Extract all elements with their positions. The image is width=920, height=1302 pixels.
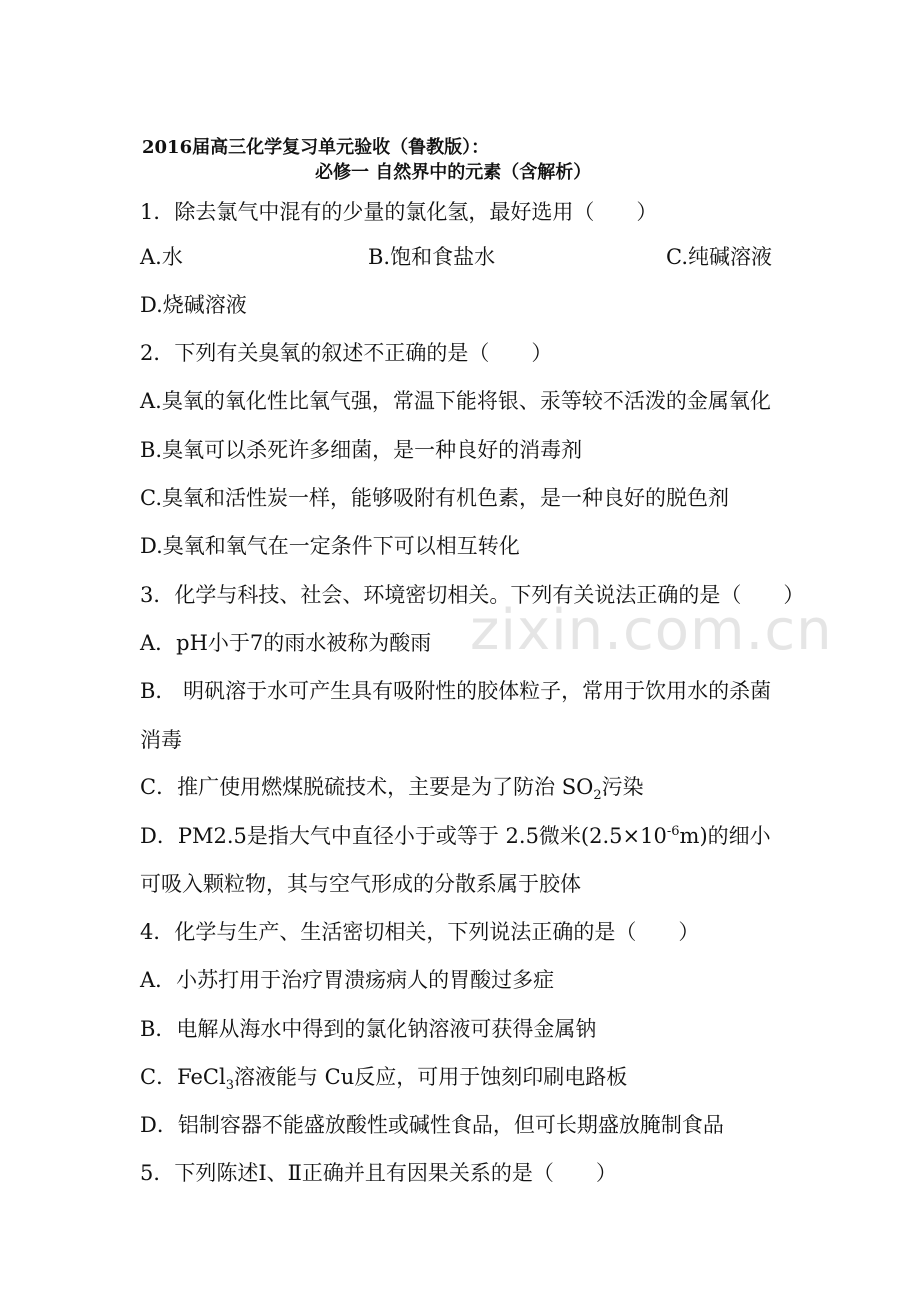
question-1-option-b: B.饱和食盐水	[368, 245, 496, 269]
question-1-stem: 1．除去氯气中混有的少量的氯化氢，最好选用（ ）	[140, 200, 658, 224]
question-4-option-d: D．铝制容器不能盛放酸性或碱性食品，但可长期盛放腌制食品	[140, 1113, 724, 1137]
question-2-option-c: C.臭氧和活性炭一样，能够吸附有机色素，是一种良好的脱色剂	[140, 486, 729, 510]
document-subtitle: 必修一 自然界中的元素（含解析）	[315, 162, 592, 183]
question-3-stem: 3．化学与科技、社会、环境密切相关。下列有关说法正确的是（ ）	[140, 583, 805, 607]
subscript: 2	[593, 788, 602, 804]
question-3-option-c	[140, 775, 644, 804]
subscript: 3	[225, 1078, 234, 1094]
question-3-option-a: A．pH小于7的雨水被称为酸雨	[140, 631, 432, 655]
question-5-stem: 5．下列陈述Ⅰ、Ⅱ正确并且有因果关系的是（ ）	[140, 1161, 617, 1185]
question-1-option-c: C.纯碱溶液	[666, 245, 772, 269]
question-2-option-d: D.臭氧和氧气在一定条件下可以相互转化	[140, 534, 520, 558]
question-2-option-a: A.臭氧的氧化性比氧气强，常温下能将银、汞等较不活泼的金属氧化	[140, 389, 771, 413]
question-1-option-a: A.水	[140, 245, 183, 269]
question-4-option-a: A．小苏打用于治疗胃溃疡病人的胃酸过多症	[140, 968, 555, 992]
question-2-option-b: B.臭氧可以杀死许多细菌，是一种良好的消毒剂	[140, 438, 583, 462]
question-3-option-c-text-end: 污染	[601, 775, 644, 799]
question-4-stem: 4．化学与生产、生活密切相关，下列说法正确的是（ ）	[140, 920, 700, 944]
question-3-option-d-line1	[140, 826, 771, 847]
question-1-option-d: D.烧碱溶液	[140, 293, 247, 317]
superscript: -6	[666, 824, 680, 839]
question-3-option-d-line2: 可吸入颗粒物，其与空气形成的分散系属于胶体	[140, 872, 581, 896]
question-4-option-c-text: C．FeCl	[140, 1065, 226, 1089]
document-title: 2016届高三化学复习单元验收（鲁教版）：	[142, 137, 490, 158]
question-3-option-c-text: C．推广使用燃煤脱硫技术，主要是为了防治 SO	[140, 775, 594, 799]
question-4-option-c	[140, 1065, 628, 1094]
question-3-option-d-text-end: m)的细小	[679, 824, 771, 848]
question-2-stem: 2．下列有关臭氧的叙述不正确的是（ ）	[140, 341, 553, 365]
question-3-option-d-text: D．PM2.5是指大气中直径小于或等于 2.5微米(2.5×10	[140, 824, 667, 848]
question-3-option-b-line1: B． 明矾溶于水可产生具有吸附性的胶体粒子，常用于饮用水的杀菌	[140, 679, 772, 703]
watermark: zixin.com.cn	[470, 598, 833, 663]
question-4-option-b: B．电解从海水中得到的氯化钠溶液可获得金属钠	[140, 1017, 597, 1041]
question-4-option-c-text-end: 溶液能与 Cu反应，可用于蚀刻印刷电路板	[233, 1065, 628, 1089]
question-3-option-b-line2: 消毒	[140, 728, 182, 752]
